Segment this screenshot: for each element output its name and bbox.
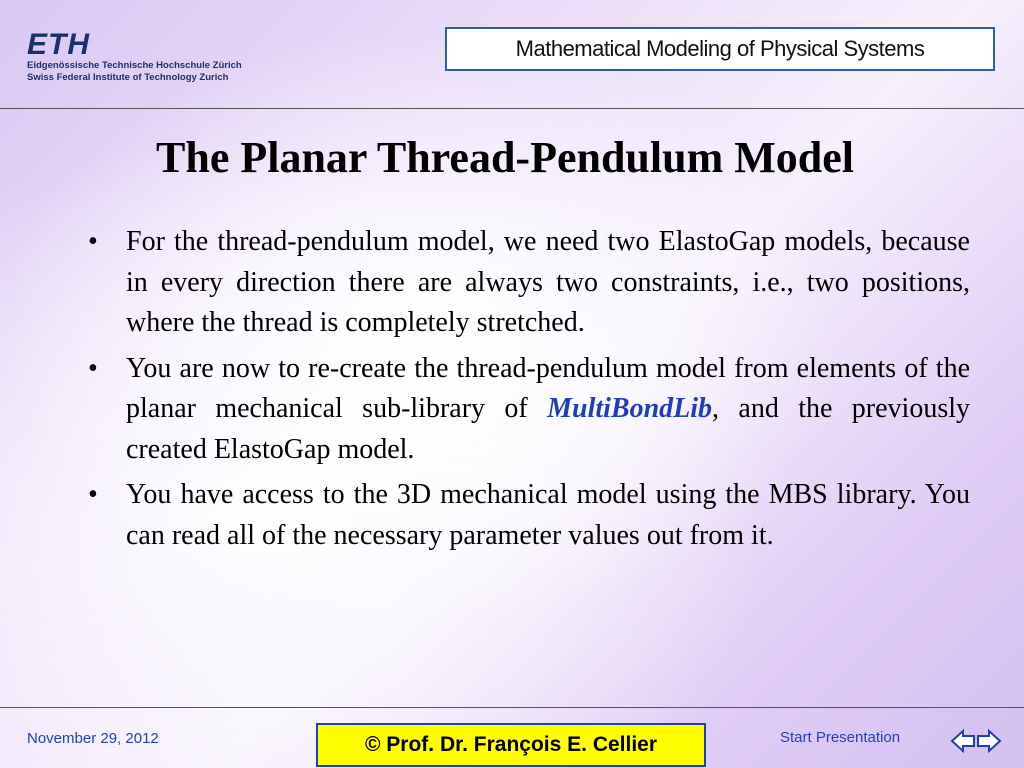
course-title-box xyxy=(445,27,995,71)
bullet-item xyxy=(86,349,970,471)
arrow-left-icon[interactable] xyxy=(950,728,976,754)
bullet-item xyxy=(86,475,970,556)
bullet-dot: • xyxy=(88,352,98,384)
slide-title: The Planar Thread-Pendulum Model xyxy=(156,133,854,182)
bullet-text: For the thread-pendulum model, we need two ElastoGap models, because in every direction there are always two constraints, i.e., two positions, where the thread is completely stretched. xyxy=(126,226,970,338)
library-name: MultiBondLib xyxy=(547,393,713,424)
course-title: Mathematical Modeling of Physical Systems xyxy=(515,36,925,61)
bullet-dot: • xyxy=(88,226,98,257)
bullet-text: You have access to the 3D mechanical model using the MBS library. You can read all of the necessary parameter values out from it. xyxy=(126,479,970,551)
copyright-box xyxy=(316,723,706,767)
copyright-text: © Prof. Dr. François E. Cellier xyxy=(364,733,658,756)
arrow-right-icon[interactable] xyxy=(976,728,1002,754)
logo-line-english: Swiss Federal Institute of Technology Zurich xyxy=(27,72,229,83)
logo-wordmark: ETH xyxy=(27,28,90,61)
bullet-list xyxy=(86,222,970,561)
footer-divider xyxy=(0,707,1024,708)
start-presentation-link[interactable]: Start Presentation xyxy=(780,729,901,746)
bullet-text-after: , and the previously created ElastoGap model. xyxy=(126,393,971,465)
eth-logo xyxy=(27,30,242,84)
bullet-dot: • xyxy=(88,479,98,510)
bullet-text-before: You are now to re-create the thread-pendulum model from elements of the planar mechanical sub-library of xyxy=(126,352,970,424)
logo-line-german: Eidgenössische Technische Hochschule Zürich xyxy=(27,60,242,71)
footer-date: November 29, 2012 xyxy=(27,730,159,747)
slide-navigation xyxy=(950,728,1002,754)
header-divider xyxy=(0,108,1024,109)
bullet-item xyxy=(86,222,970,344)
